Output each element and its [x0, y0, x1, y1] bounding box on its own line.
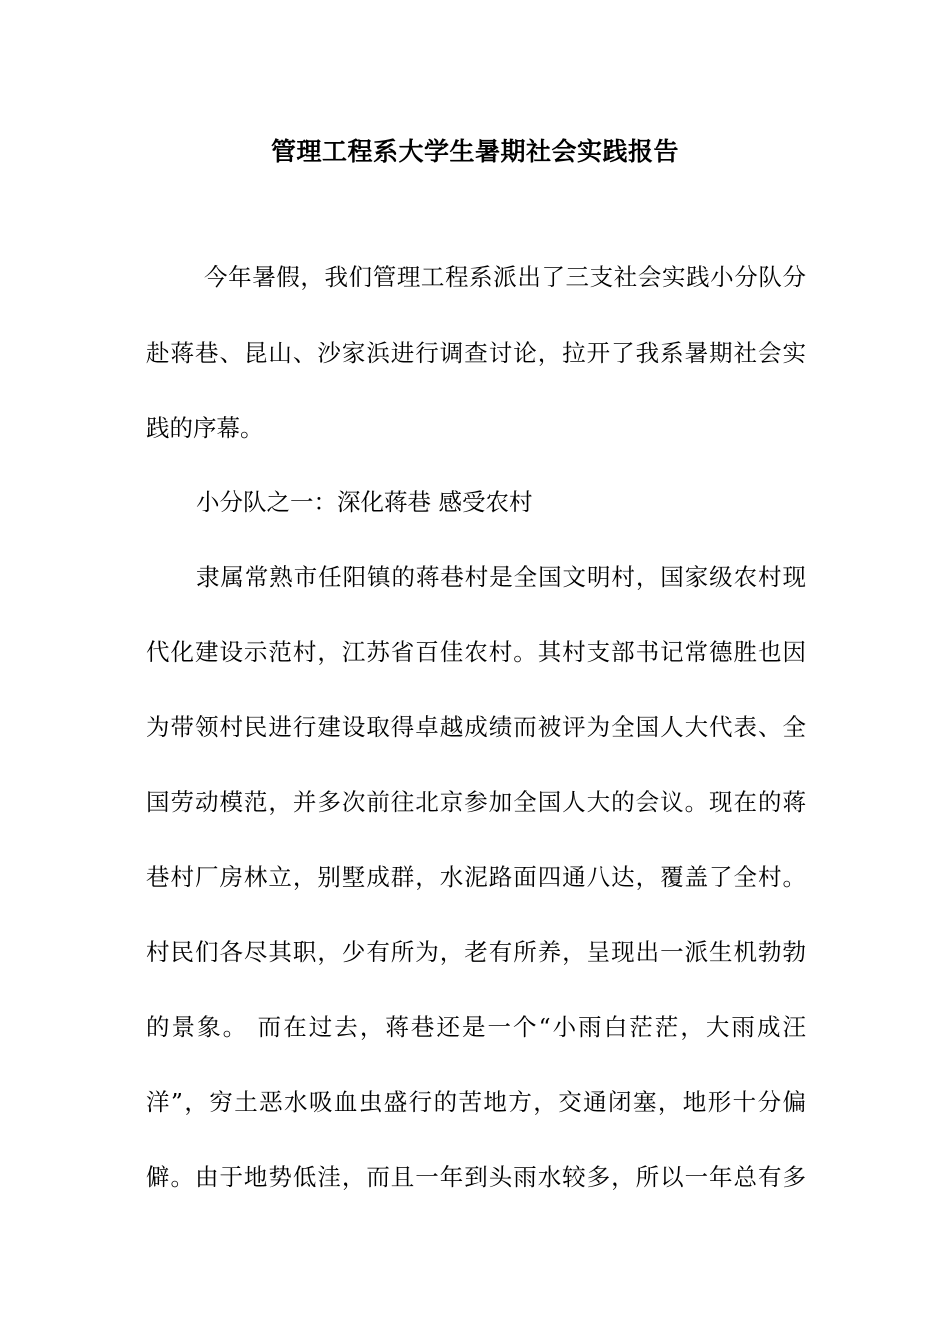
paragraph-3-line-5: 巷村厂房林立，别墅成群，水泥路面四通八达，覆盖了全村。 [146, 863, 806, 891]
paragraph-3-line-6: 村民们各尽其职，少有所为，老有所养，呈现出一派生机勃勃 [146, 938, 806, 966]
paragraph-3-line-8: 洋”，穷土恶水吸血虫盛行的苦地方，交通闭塞，地形十分偏 [146, 1088, 806, 1116]
paragraph-3-line-9: 僻。由于地势低洼，而且一年到头雨水较多，所以一年总有多 [146, 1163, 806, 1191]
section-heading-team-1: 小分队之一：深化蒋巷 感受农村 [196, 488, 533, 516]
paragraph-3-line-7: 的景象。 而在过去，蒋巷还是一个“小雨白茫茫，大雨成汪 [146, 1013, 806, 1041]
paragraph-1-line-1: 今年暑假，我们管理工程系派出了三支社会实践小分队分 [204, 263, 806, 291]
paragraph-1-line-2: 赴蒋巷、昆山、沙家浜进行调查讨论，拉开了我系暑期社会实 [146, 339, 806, 367]
paragraph-3-line-1: 隶属常熟市任阳镇的蒋巷村是全国文明村，国家级农村现 [196, 563, 806, 591]
paragraph-3-line-2: 代化建设示范村，江苏省百佳农村。其村支部书记常德胜也因 [146, 638, 806, 666]
paragraph-3-line-3: 为带领村民进行建设取得卓越成绩而被评为全国人大代表、全 [146, 713, 806, 741]
document-title: 管理工程系大学生暑期社会实践报告 [270, 137, 679, 166]
paragraph-3-line-4: 国劳动模范，并多次前往北京参加全国人大的会议。现在的蒋 [146, 788, 806, 816]
paragraph-1-line-3: 践的序幕。 [146, 414, 264, 442]
